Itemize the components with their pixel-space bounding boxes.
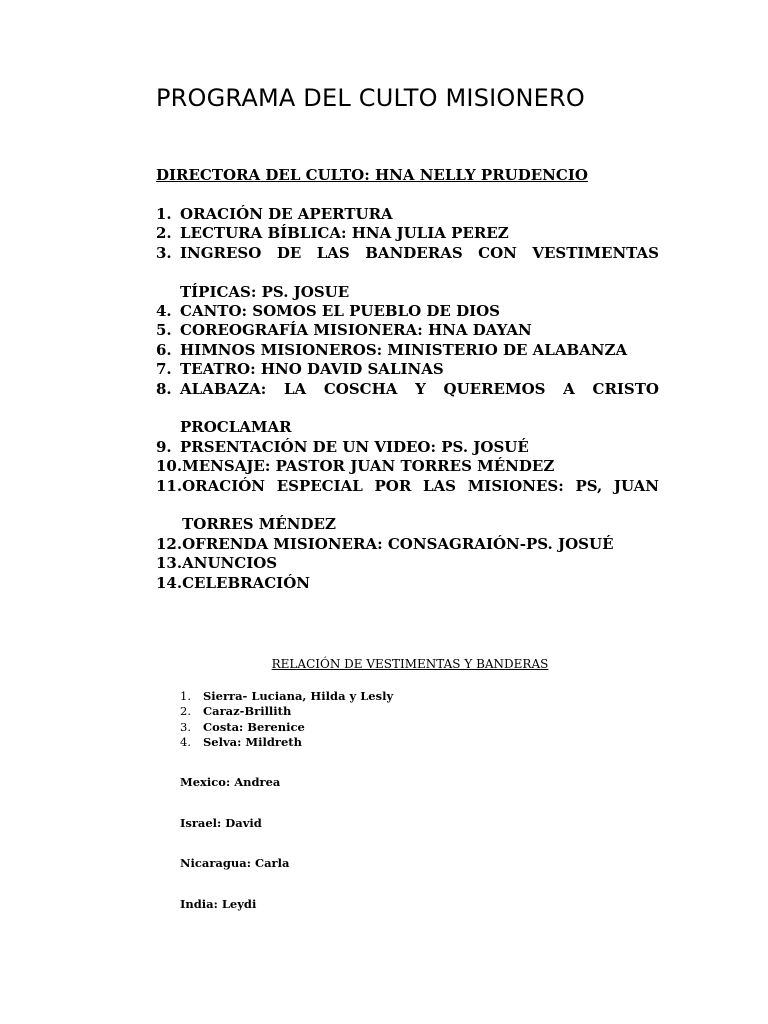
- regions-list: [180, 689, 393, 751]
- list-item: [180, 704, 393, 719]
- list-item: [156, 321, 659, 340]
- list-item: [180, 720, 393, 735]
- item-number: 3.: [180, 719, 191, 734]
- item-number: 4.: [180, 735, 191, 750]
- list-item: [156, 477, 659, 535]
- item-text-line-2: TÍPICAS: PS. JOSUE: [180, 282, 350, 301]
- item-text: CELEBRACIÓN: [182, 573, 310, 592]
- item-text-line-2: TORRES MÉNDEZ: [182, 515, 336, 534]
- item-number: 13.: [156, 554, 183, 573]
- item-text: OFRENDA MISIONERA: CONSAGRAIÓN-PS. JOSUÉ: [182, 534, 614, 553]
- list-item: [156, 574, 659, 593]
- item-number: 5.: [156, 321, 172, 340]
- list-item: [156, 224, 659, 243]
- country-entry: Israel: David: [180, 816, 262, 830]
- item-text-line-1: ALABAZA: LA COSCHA Y QUEREMOS A CRISTO: [180, 379, 659, 398]
- item-text: ANUNCIOS: [182, 554, 278, 573]
- list-item: [180, 735, 393, 750]
- list-item: [156, 535, 659, 554]
- item-number: 1.: [156, 205, 172, 223]
- line-gap: [180, 399, 659, 418]
- item-text: HIMNOS MISIONEROS: MINISTERIO DE ALABANZA: [180, 340, 628, 359]
- item-text: [180, 380, 659, 438]
- item-text: MENSAJE: PASTOR JUAN TORRES MÉNDEZ: [182, 457, 555, 476]
- director-line: DIRECTORA DEL CULTO: HNA NELLY PRUDENCIO: [156, 166, 588, 184]
- program-list: [156, 205, 659, 593]
- item-text: [182, 477, 659, 535]
- list-item: [156, 360, 659, 379]
- item-text: TEATRO: HNO DAVID SALINAS: [180, 360, 444, 379]
- item-text: COREOGRAFÍA MISIONERA: HNA DAYAN: [180, 321, 532, 340]
- item-text: LECTURA BÍBLICA: HNA JULIA PEREZ: [180, 224, 509, 243]
- item-number: 9.: [156, 437, 172, 456]
- item-number: 11.: [156, 476, 183, 495]
- line-gap: [182, 496, 659, 515]
- item-number: 7.: [156, 360, 172, 379]
- line-gap: [180, 263, 659, 282]
- country-entry: Nicaragua: Carla: [180, 856, 290, 870]
- list-item: [156, 205, 659, 224]
- item-number: 6.: [156, 340, 172, 359]
- item-number: 2.: [156, 224, 172, 243]
- list-item: [180, 689, 393, 704]
- page-title: PROGRAMA DEL CULTO MISIONERO: [156, 84, 585, 112]
- section-subtitle: RELACIÓN DE VESTIMENTAS Y BANDERAS: [271, 657, 549, 671]
- item-number: 4.: [156, 302, 172, 321]
- item-number: 2.: [180, 704, 191, 719]
- item-number: 10.: [156, 457, 183, 476]
- item-text-line-2: PROCLAMAR: [180, 418, 292, 437]
- item-number: 8.: [156, 379, 172, 398]
- country-entry: India: Leydi: [180, 897, 257, 911]
- item-text: CANTO: SOMOS EL PUEBLO DE DIOS: [180, 302, 500, 321]
- item-text: Selva: Mildreth: [203, 735, 302, 750]
- item-text-line-1: INGRESO DE LAS BANDERAS CON VESTIMENTAS: [180, 243, 659, 262]
- item-text: Sierra- Luciana, Hilda y Lesly: [203, 689, 394, 703]
- item-number: 14.: [156, 573, 183, 592]
- country-entry: Mexico: Andrea: [180, 775, 281, 789]
- list-item: [156, 457, 659, 476]
- item-text: [180, 244, 659, 302]
- list-item: [156, 244, 659, 302]
- item-text: PRSENTACIÓN DE UN VIDEO: PS. JOSUÉ: [180, 437, 529, 456]
- list-item: [156, 380, 659, 438]
- item-number: 3.: [156, 243, 172, 262]
- list-item: [156, 341, 659, 360]
- list-item: [156, 554, 659, 573]
- item-number: 12.: [156, 534, 183, 553]
- list-item: [156, 438, 659, 457]
- item-text: Caraz-Brillith: [203, 704, 292, 719]
- list-item: [156, 302, 659, 321]
- item-text-line-1: ORACIÓN ESPECIAL POR LAS MISIONES: PS, JUAN: [182, 476, 659, 495]
- item-text: Costa: Berenice: [203, 719, 305, 734]
- item-text: ORACIÓN DE APERTURA: [180, 205, 393, 223]
- item-number: 1.: [180, 689, 191, 703]
